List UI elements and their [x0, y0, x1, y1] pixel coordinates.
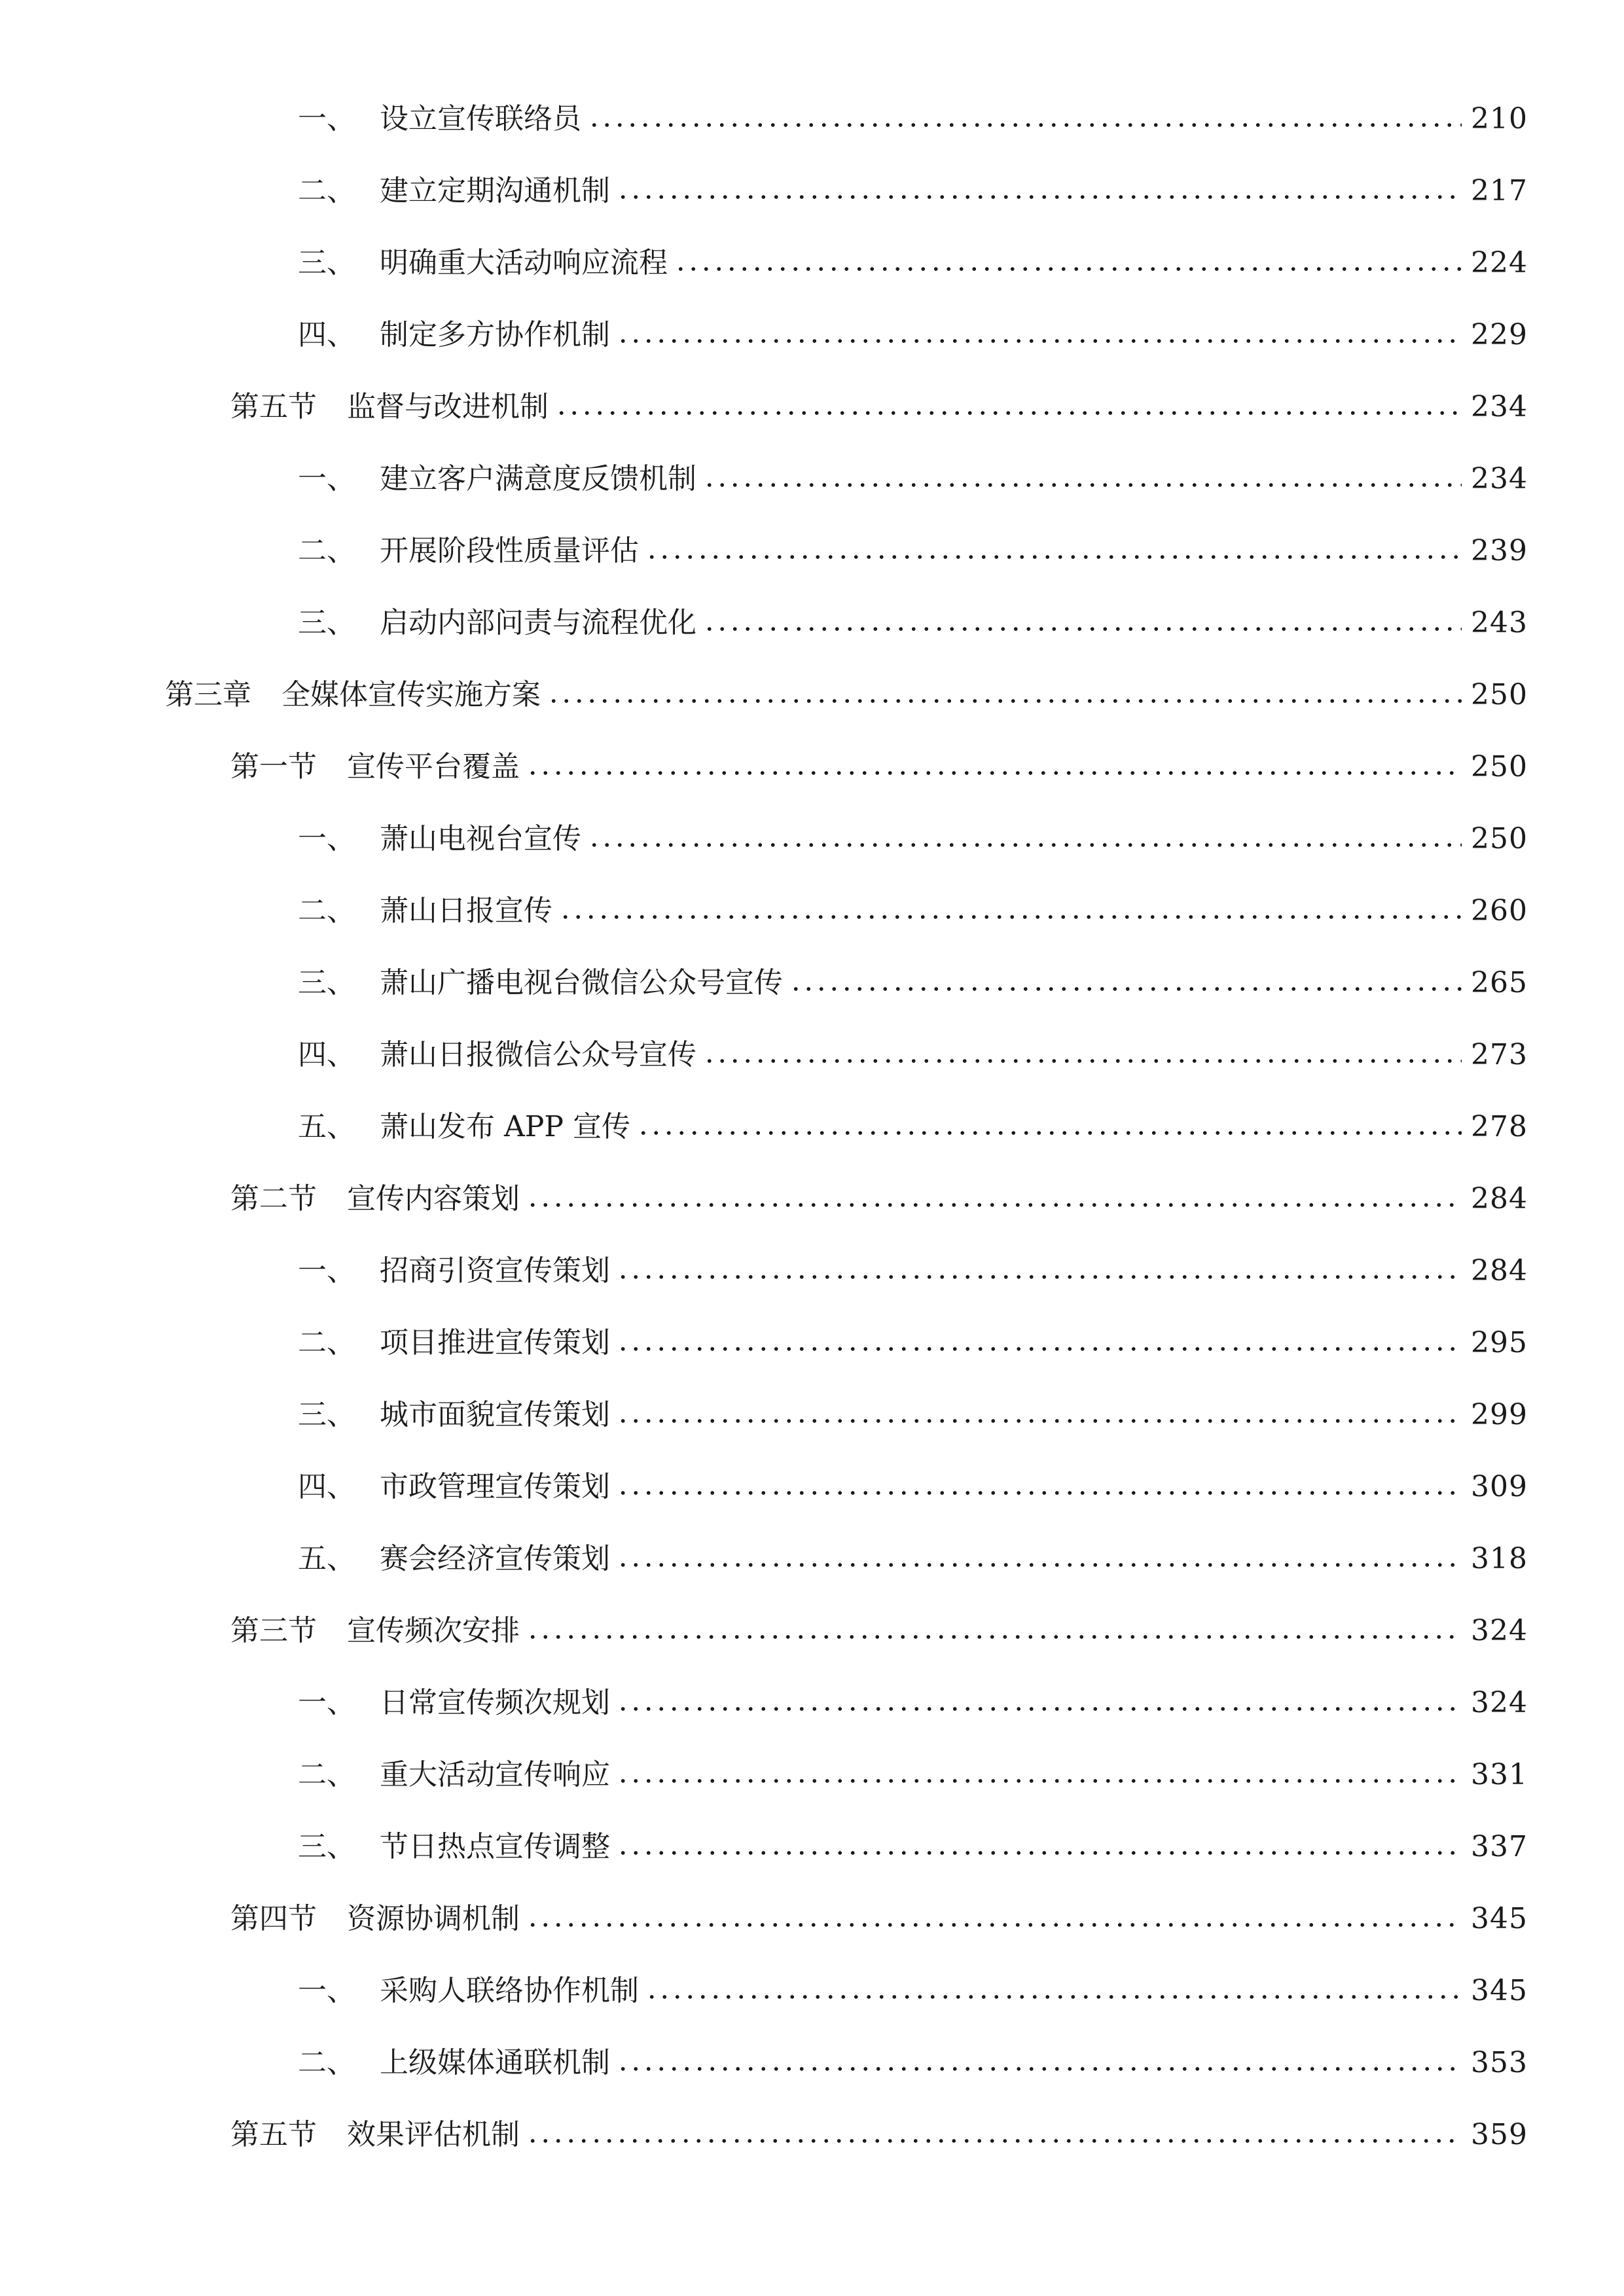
toc-entry[interactable] — [298, 2037, 1528, 2089]
toc-entry-number: 第二节 — [230, 1182, 317, 1215]
toc-entry-number: 三、 — [298, 1830, 355, 1863]
dot-leader — [526, 1198, 1462, 1211]
toc-entry-number: 第三节 — [230, 1614, 317, 1647]
dot-leader — [547, 694, 1462, 708]
toc-entry-title: 上级媒体通联机制 — [380, 2046, 610, 2079]
dot-leader — [526, 766, 1462, 780]
toc-entry-number: 第四节 — [230, 1902, 317, 1935]
toc-entry-title: 招商引资宣传策划 — [380, 1254, 610, 1287]
toc-entry[interactable] — [298, 597, 1528, 649]
dot-leader — [789, 982, 1462, 996]
toc-entry-title: 项目推进宣传策划 — [380, 1326, 610, 1359]
toc-entry-page: 345 — [1471, 1902, 1528, 1935]
toc-entry-title: 全媒体宣传实施方案 — [281, 678, 541, 711]
toc-entry-number: 三、 — [298, 606, 355, 639]
toc-entry[interactable] — [298, 525, 1528, 577]
toc-entry-page: 273 — [1471, 1038, 1528, 1071]
toc-entry-number: 第五节 — [230, 2118, 317, 2151]
toc-entry[interactable] — [298, 885, 1528, 937]
toc-entry-page: 353 — [1471, 2046, 1528, 2079]
toc-entry-number: 一、 — [298, 102, 355, 135]
toc-entry-page: 243 — [1471, 606, 1528, 639]
dot-leader — [645, 1990, 1462, 2003]
toc-entry[interactable] — [298, 237, 1528, 289]
toc-entry-page: 234 — [1471, 390, 1528, 423]
toc-entry-title: 萧山电视台宣传 — [380, 822, 581, 855]
toc-entry[interactable] — [298, 453, 1528, 505]
toc-entry[interactable] — [298, 1461, 1528, 1513]
toc-entry[interactable] — [298, 1965, 1528, 2017]
toc-entry-title: 萧山日报微信公众号宣传 — [380, 1038, 696, 1071]
toc-entry-title: 萧山发布 APP 宣传 — [380, 1110, 630, 1143]
toc-entry-page: 278 — [1471, 1110, 1528, 1143]
toc-entry-page: 309 — [1471, 1470, 1528, 1503]
dot-leader — [617, 190, 1462, 204]
toc-entry-title: 市政管理宣传策划 — [380, 1470, 610, 1503]
toc-entry-page: 318 — [1471, 1542, 1528, 1575]
toc-entry-page: 234 — [1471, 462, 1528, 495]
toc-entry-number: 五、 — [298, 1110, 355, 1143]
toc-entry-title: 宣传频次安排 — [347, 1614, 520, 1647]
dot-leader — [526, 1918, 1462, 1931]
dot-leader — [703, 1054, 1462, 1067]
toc-entry-page: 324 — [1471, 1614, 1528, 1647]
toc-entry-page: 210 — [1471, 102, 1528, 135]
dot-leader — [703, 478, 1462, 492]
toc-entry-title: 设立宣传联络员 — [380, 102, 581, 135]
toc-entry-page: 324 — [1471, 1686, 1528, 1719]
toc-entry[interactable] — [298, 1389, 1528, 1441]
toc-entry[interactable] — [230, 1173, 1528, 1225]
toc-entry-number: 三、 — [298, 1398, 355, 1431]
toc-entry-number: 二、 — [298, 1326, 355, 1359]
dot-leader — [555, 406, 1462, 420]
toc-entry-title: 建立定期沟通机制 — [380, 174, 610, 207]
toc-entry-number: 二、 — [298, 1758, 355, 1791]
toc-entry-title: 制定多方协作机制 — [380, 318, 610, 351]
toc-entry-page: 265 — [1471, 966, 1528, 999]
toc-entry-number: 四、 — [298, 1038, 355, 1071]
dot-leader — [617, 1774, 1462, 1787]
dot-leader — [588, 838, 1462, 852]
toc-entry-page: 239 — [1471, 534, 1528, 567]
toc-entry-page: 337 — [1471, 1830, 1528, 1863]
toc-entry[interactable] — [298, 165, 1528, 217]
toc-entry-number: 一、 — [298, 822, 355, 855]
toc-entry[interactable] — [298, 1749, 1528, 1801]
toc-entry-title: 赛会经济宣传策划 — [380, 1542, 610, 1575]
toc-entry[interactable] — [230, 1605, 1528, 1657]
toc-entry-title: 萧山日报宣传 — [380, 894, 552, 927]
toc-entry-number: 一、 — [298, 1254, 355, 1287]
toc-entry[interactable] — [298, 1029, 1528, 1081]
toc-entry-page: 250 — [1471, 822, 1528, 855]
toc-entry-page: 284 — [1471, 1254, 1528, 1287]
toc-entry-page: 250 — [1471, 678, 1528, 711]
dot-leader — [617, 1846, 1462, 1859]
toc-entry-title: 节日热点宣传调整 — [380, 1830, 610, 1863]
dot-leader — [617, 1414, 1462, 1427]
toc-entry-page: 345 — [1471, 1974, 1528, 2007]
toc-entry-title: 启动内部问责与流程优化 — [380, 606, 696, 639]
toc-entry[interactable] — [230, 741, 1528, 793]
toc-entry[interactable] — [298, 813, 1528, 865]
toc-entry-title: 日常宣传频次规划 — [380, 1686, 610, 1719]
toc-entry-page: 250 — [1471, 750, 1528, 783]
toc-entry-title: 重大活动宣传响应 — [380, 1758, 610, 1791]
toc-entry[interactable] — [298, 309, 1528, 361]
toc-entry-page: 295 — [1471, 1326, 1528, 1359]
toc-entry-page: 359 — [1471, 2118, 1528, 2151]
dot-leader — [588, 118, 1462, 132]
toc-entry-number: 一、 — [298, 1974, 355, 2007]
dot-leader — [703, 622, 1462, 636]
toc-entry-page: 217 — [1471, 174, 1528, 207]
toc-entry-title: 监督与改进机制 — [347, 390, 549, 423]
toc-entry[interactable] — [298, 1245, 1528, 1297]
toc-entry-title: 宣传内容策划 — [347, 1182, 520, 1215]
dot-leader — [617, 1558, 1462, 1571]
toc-entry-title: 开展阶段性质量评估 — [380, 534, 639, 567]
toc-entry-number: 第一节 — [230, 750, 317, 783]
dot-leader — [674, 262, 1462, 276]
dot-leader — [645, 550, 1462, 564]
toc-entry[interactable] — [298, 1677, 1528, 1729]
toc-entry-number: 三、 — [298, 966, 355, 999]
toc-entry-number: 一、 — [298, 1686, 355, 1719]
toc-entry-number: 第三章 — [165, 678, 251, 711]
toc-entry[interactable] — [230, 381, 1528, 433]
toc-entry-page: 260 — [1471, 894, 1528, 927]
toc-entry-title: 城市面貌宣传策划 — [380, 1398, 610, 1431]
dot-leader — [617, 1270, 1462, 1283]
toc-entry[interactable] — [298, 1101, 1528, 1153]
toc-entry[interactable] — [230, 1893, 1528, 1945]
toc-entry-title: 明确重大活动响应流程 — [380, 246, 668, 279]
dot-leader — [559, 910, 1462, 924]
dot-leader — [617, 1486, 1462, 1499]
toc-entry[interactable] — [298, 93, 1528, 145]
toc-entry-number: 第五节 — [230, 390, 317, 423]
dot-leader — [617, 1342, 1462, 1355]
toc-entry-number: 二、 — [298, 2046, 355, 2079]
toc-entry-number: 二、 — [298, 534, 355, 567]
dot-leader — [617, 1702, 1462, 1715]
dot-leader — [617, 334, 1462, 348]
toc-entry-number: 四、 — [298, 1470, 355, 1503]
toc-entry-page: 299 — [1471, 1398, 1528, 1431]
dot-leader — [526, 2134, 1462, 2147]
toc-entry-number: 四、 — [298, 318, 355, 351]
toc-entry-title: 宣传平台覆盖 — [347, 750, 520, 783]
dot-leader — [617, 2062, 1462, 2075]
toc-entry[interactable] — [298, 1317, 1528, 1369]
toc-entry-title: 建立客户满意度反馈机制 — [380, 462, 696, 495]
toc-entry-title: 萧山广播电视台微信公众号宣传 — [380, 966, 783, 999]
toc-entry-number: 二、 — [298, 174, 355, 207]
toc-entry[interactable] — [298, 1533, 1528, 1585]
toc-entry-number: 五、 — [298, 1542, 355, 1575]
dot-leader — [526, 1630, 1462, 1643]
toc-entry-number: 一、 — [298, 462, 355, 495]
toc-entry-title: 资源协调机制 — [347, 1902, 520, 1935]
toc-entry-page: 331 — [1471, 1758, 1528, 1791]
toc-entry[interactable] — [230, 2109, 1528, 2161]
toc-entry[interactable] — [298, 957, 1528, 1009]
toc-entry[interactable] — [298, 1821, 1528, 1873]
toc-entry-page: 224 — [1471, 246, 1528, 279]
toc-entry-page: 284 — [1471, 1182, 1528, 1215]
dot-leader — [637, 1126, 1462, 1139]
toc-entry-page: 229 — [1471, 318, 1528, 351]
toc-entry-title: 采购人联络协作机制 — [380, 1974, 639, 2007]
toc-entry[interactable] — [165, 669, 1528, 721]
toc-entry-number: 三、 — [298, 246, 355, 279]
toc-entry-number: 二、 — [298, 894, 355, 927]
toc-entry-title: 效果评估机制 — [347, 2118, 520, 2151]
